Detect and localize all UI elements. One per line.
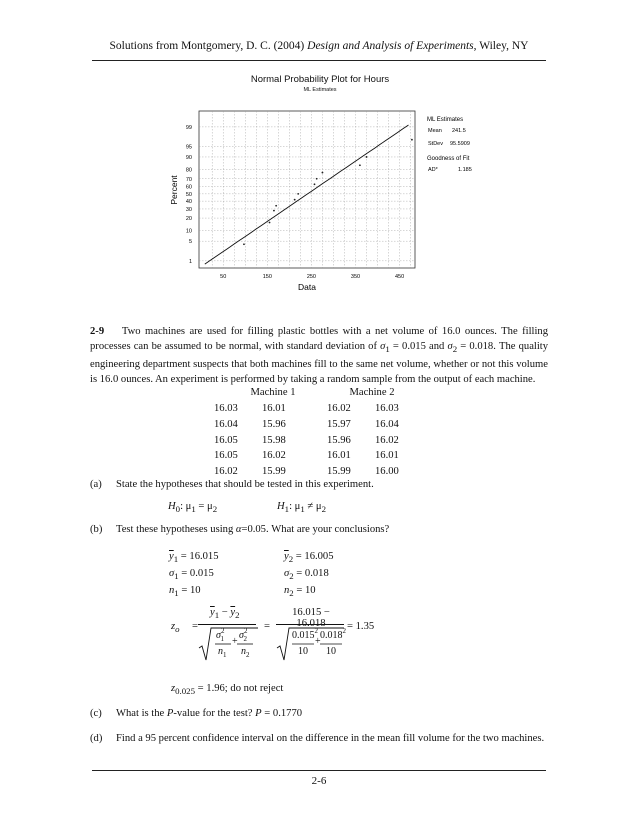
- part-c-q-post: -value for the test?: [173, 708, 256, 719]
- symbolic-fraction-bar: [198, 624, 256, 625]
- data-point: [275, 205, 277, 207]
- x-tick-label: 350: [350, 274, 361, 280]
- zo-symbol: [171, 621, 180, 634]
- sig1-value: = 0.015: [178, 568, 214, 579]
- part-c-p: P: [166, 708, 174, 719]
- table-cell: 15.98: [262, 434, 286, 446]
- h0-mu1: : μ: [180, 501, 192, 512]
- part-d-label: (d): [90, 733, 103, 744]
- den-sigma1-sq: $\sigma^2_1$: [216, 627, 225, 643]
- plot-grid: [199, 111, 415, 268]
- n2-symbol: n: [284, 585, 290, 596]
- problem-and: and: [425, 341, 448, 352]
- den-n1-letter: n: [218, 646, 223, 657]
- y-tick-label: 70: [185, 176, 192, 183]
- y-tick-label: 10: [185, 228, 192, 235]
- y-tick-labels: [186, 125, 192, 265]
- den-sig2: σ: [239, 630, 244, 641]
- legend-ad-label: AD*: [428, 167, 438, 173]
- num-den-b: [320, 627, 346, 641]
- critical-value-line: [171, 683, 283, 696]
- den-sigma2-sq: $\sigma^2_2$: [239, 627, 248, 643]
- den-n2-letter: n: [241, 646, 246, 657]
- table-cell: 16.03: [375, 403, 399, 414]
- legend-heading: ML Estimates: [427, 117, 464, 123]
- sigma2-symbol: σ: [447, 341, 453, 352]
- h0-sub: 0: [175, 504, 181, 515]
- data-point: [314, 183, 316, 185]
- legend-stdev-value: 95.5909: [450, 141, 470, 147]
- den-a-sq: 2: [314, 627, 318, 635]
- header-book-title: Design and Analysis of Experiments: [307, 40, 474, 52]
- data-point: [297, 193, 299, 195]
- data-point: [316, 178, 318, 180]
- y-tick-label: 80: [185, 167, 192, 174]
- x-tick-label: 150: [262, 274, 272, 280]
- table-cell: 15.96: [262, 418, 286, 430]
- sigma1-line: $\sigma_1 = 0.015$: [169, 568, 214, 582]
- data-point: [359, 164, 361, 166]
- ybar1-value: = 16.015: [178, 551, 219, 562]
- part-b-question: [116, 524, 389, 535]
- x-tick-labels: [220, 274, 404, 280]
- num-den-n2: 10: [326, 646, 336, 657]
- data-point: [411, 139, 413, 141]
- table-cell: 16.02: [214, 466, 238, 478]
- y-tick-label: 30: [185, 206, 192, 213]
- data-point: [322, 172, 324, 174]
- plot-frame: [199, 111, 415, 268]
- crit-sub: 0.025: [175, 686, 195, 697]
- part-d-question: Find a 95 percent confidence interval on the difference in the mean fill volume for the two machines.: [116, 733, 545, 744]
- num-y2: $\overline{y}$: [230, 607, 236, 618]
- den-plus: +: [232, 636, 238, 647]
- den-a-value: 0.015: [292, 630, 315, 641]
- numeric-numerator: 16.015 −: [292, 607, 330, 618]
- problem-number: 2-9: [90, 326, 105, 337]
- table-cell: 15.99: [262, 466, 286, 478]
- y-axis-label: Percent: [169, 175, 179, 205]
- legend-ad-value: 1.185: [458, 167, 472, 173]
- alternative-hypothesis: $H_1$: $\mu_1 \ne \mu_2$: [277, 501, 326, 515]
- den-n1: $n_1$: [218, 646, 227, 659]
- table-cell: 16.05: [214, 450, 238, 462]
- legend-mean-value: 241.5: [452, 128, 466, 134]
- sigma2-sub: 2: [452, 344, 458, 355]
- part-a-question: State the hypotheses that should be tested in this experiment.: [116, 479, 374, 490]
- data-point: [366, 156, 368, 158]
- h0-mu2: = μ: [195, 501, 213, 512]
- header-prefix: Solutions from Montgomery, D. C. (2004): [109, 40, 308, 52]
- sigma2-value: = 0.018: [457, 341, 494, 352]
- h0-symbol: H: [168, 501, 176, 512]
- y-tick-label: 90: [185, 154, 192, 161]
- x-tick-label: 450: [394, 274, 405, 280]
- plot-subtitle: ML Estimates: [303, 87, 337, 93]
- legend-mean-label: Mean: [428, 128, 442, 134]
- den-sig1: σ: [216, 630, 221, 641]
- crit-rest: = 1.96; do not reject: [195, 683, 284, 694]
- table-cell: 16.04: [214, 418, 238, 430]
- den-b-sq: 2: [342, 627, 346, 635]
- n1-symbol: n: [169, 585, 175, 596]
- table-cell: 16.05: [214, 434, 238, 446]
- ybar2-value: = 16.005: [293, 551, 334, 562]
- den-n2: $n_2$: [241, 646, 250, 659]
- ybar2-line: $\overline{y}_2 = 16.005$: [284, 551, 334, 565]
- y-tick-label: 40: [185, 199, 192, 206]
- h1-mu1: : μ: [289, 501, 301, 512]
- sigma2-line: $\sigma_2 = 0.018$: [284, 568, 329, 582]
- h1-sub: 1: [284, 504, 290, 515]
- h1-mu2: ≠ μ: [304, 501, 322, 512]
- null-hypothesis: $H_0$: $\mu_1 = \mu_2$: [168, 501, 218, 515]
- part-c-answer-p: P: [255, 708, 262, 719]
- y-tick-label: 99: [185, 124, 192, 131]
- data-point: [269, 222, 271, 224]
- table-cell: 16.01: [262, 403, 286, 414]
- page-number: 2-6: [311, 775, 327, 787]
- part-c-q-pre: What is the: [116, 708, 167, 719]
- data-point: [294, 199, 296, 201]
- num-den-plus: +: [315, 636, 321, 647]
- eq-sign-2: =: [264, 621, 270, 632]
- problem-text-1: Two machines are used for filling plastic bottles with a net volume of 16.0 ounces. The filling processes can be assumed to be normal, with standard deviation of: [90, 326, 548, 352]
- normal-probability-plot: [0, 0, 638, 310]
- table-cell: 15.96: [327, 434, 351, 446]
- problem-paragraph: [90, 324, 548, 387]
- part-a-label: (a): [90, 479, 102, 490]
- n1-line: $n_1 = 10$: [169, 585, 201, 599]
- part-c-answer: = 0.1770: [261, 708, 303, 719]
- part-c-question: [116, 708, 302, 719]
- zo-sub: o: [175, 624, 180, 635]
- machine1-header: Machine 1: [250, 387, 296, 398]
- n2-value: = 10: [293, 585, 316, 596]
- y-tick-label: 20: [185, 216, 192, 223]
- y-tick-label: 5: [188, 239, 192, 246]
- h1-symbol: H: [277, 501, 285, 512]
- table-cell: 16.04: [375, 418, 399, 430]
- table-cell: 15.99: [327, 466, 351, 478]
- x-axis-label: Data: [298, 282, 316, 292]
- sigma1-value: = 0.015: [389, 341, 426, 352]
- sig2-value: = 0.018: [293, 568, 329, 579]
- den-sig1-sq: 2: [220, 627, 225, 635]
- part-b-q-post: =0.05. What are your conclusions?: [241, 524, 390, 535]
- z-result: = 1.35: [347, 621, 375, 632]
- y-tick-label: 50: [185, 191, 192, 198]
- den-b-value: 0.018: [320, 630, 343, 641]
- eq-sign-1: =: [192, 621, 198, 632]
- table-cell: 16.00: [375, 466, 399, 478]
- zo-letter: z: [171, 621, 176, 632]
- data-point: [243, 243, 245, 245]
- part-b-label: (b): [90, 524, 103, 535]
- alpha-symbol: α: [235, 524, 242, 535]
- data-points: [243, 139, 413, 245]
- table-cell: 16.01: [375, 450, 399, 462]
- header-suffix: , Wiley, NY: [473, 40, 529, 52]
- data-point: [273, 210, 275, 212]
- problem-text-2: . The quality engineering department suspects that both machines fill to the same net volume, whether or not this volume is 16.0 ounces. An experiment is performed by taking a random sample from the output of each machine.: [90, 341, 549, 386]
- part-b-q-pre: Test these hypotheses using: [116, 524, 236, 535]
- sig1-symbol: σ: [169, 568, 175, 579]
- table-cell: 16.02: [262, 450, 286, 462]
- y-tick-label: 60: [185, 184, 192, 191]
- ybar1-symbol: $\overline{y}$: [169, 551, 174, 562]
- legend-stdev-label: StDev: [428, 141, 443, 147]
- n2-line: $n_2 = 10$: [284, 585, 316, 599]
- x-tick-label: 250: [306, 274, 317, 280]
- table-cell: 15.97: [327, 418, 351, 430]
- legend-gof-heading: Goodness of Fit: [427, 156, 470, 162]
- table-cell: 16.03: [214, 403, 238, 414]
- ybar1-line: $\overline{y}_1 = 16.015$: [169, 551, 219, 565]
- num-den-n1: 10: [298, 646, 308, 657]
- plot-title: Normal Probability Plot for Hours: [250, 74, 390, 85]
- symbolic-sqrt: [198, 626, 260, 664]
- y-tick-label: 1: [188, 258, 192, 265]
- sigma1-sub: 1: [385, 344, 390, 355]
- table-cell: 16.02: [375, 434, 399, 446]
- y-tick-label: 95: [185, 144, 192, 151]
- den-sig2-sq: 2: [243, 627, 248, 635]
- fit-line: [205, 125, 409, 264]
- part-c-label: (c): [90, 708, 102, 719]
- crit-z: z: [171, 683, 176, 694]
- symbolic-numerator: $\overline{y}_1 - \overline{y}_2$: [210, 607, 240, 621]
- table-cell: 16.02: [327, 403, 351, 414]
- n1-value: = 10: [178, 585, 201, 596]
- sigma1-symbol: σ: [380, 341, 386, 352]
- plot-legend: [427, 117, 472, 173]
- table-cell: 16.01: [327, 450, 351, 462]
- x-tick-label: 50: [220, 274, 227, 280]
- machine2-header: Machine 2: [349, 387, 395, 398]
- footer-rule: [92, 770, 546, 771]
- numeric-fraction-bar: [276, 624, 344, 625]
- sig2-symbol: σ: [284, 568, 290, 579]
- ybar2-symbol: $\overline{y}$: [284, 551, 289, 562]
- num-y1: $\overline{y}$: [210, 607, 215, 618]
- num-minus: −: [219, 607, 231, 618]
